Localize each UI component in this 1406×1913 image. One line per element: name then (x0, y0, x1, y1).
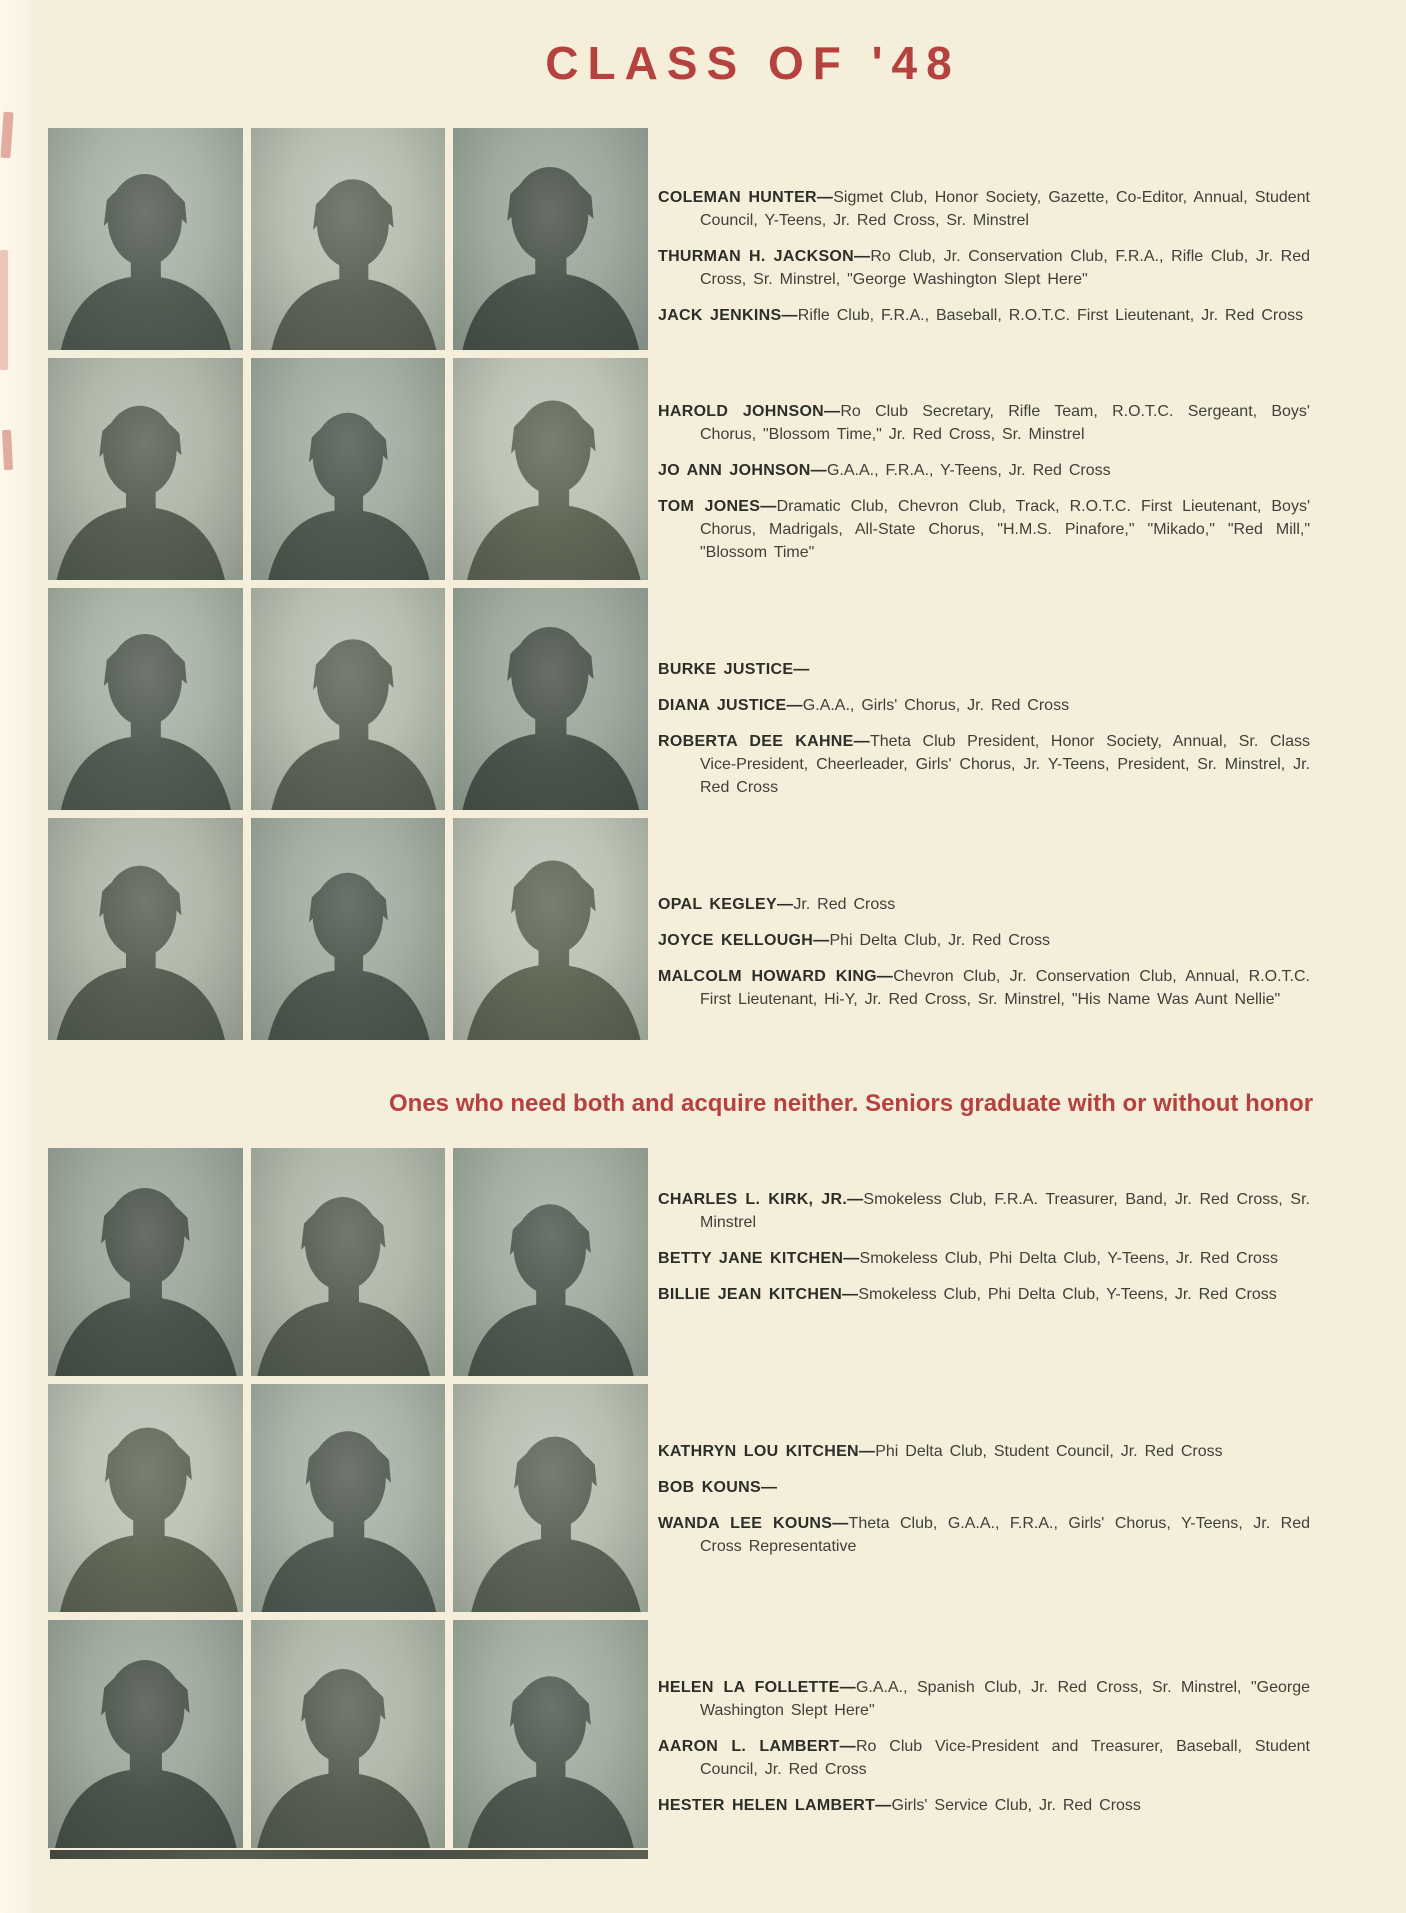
student-activities: Sigmet Club, Honor Society, Gazette, Co-Editor, Annual, Student Council, Y-Teens, Jr. Red Cross, Sr. Minstrel (700, 189, 1310, 229)
student-name: JACK JENKINS— (658, 307, 798, 324)
portrait-photo (48, 128, 243, 350)
portrait-photo (251, 588, 446, 810)
student-activities: Smokeless Club, F.R.A. Treasurer, Band, Jr. Red Cross, Sr. Minstrel (700, 1191, 1310, 1231)
student-entry (658, 658, 1310, 681)
portrait-photo (48, 1384, 243, 1612)
student-entry (658, 929, 1310, 952)
student-entry (658, 730, 1310, 799)
page-title: CLASS OF '48 (545, 37, 961, 89)
photo-print-edge (50, 1850, 648, 1859)
ink-bleed-mark (0, 250, 8, 370)
student-entry (658, 304, 1310, 327)
entries-block-2 (658, 400, 1310, 577)
student-activities: Jr. Red Cross (793, 896, 896, 913)
student-name: MALCOLM HOWARD KING— (658, 968, 894, 985)
entries-block-5 (658, 1188, 1310, 1319)
mid-page-caption: Ones who need both and acquire neither. Seniors graduate with or without honor (389, 1090, 1314, 1117)
portrait-photo (453, 1148, 648, 1376)
portrait-photo (251, 1384, 446, 1612)
student-activities: Rifle Club, F.R.A., Baseball, R.O.T.C. First Lieutenant, Jr. Red Cross (797, 307, 1304, 324)
student-activities: Theta Club, G.A.A., F.R.A., Girls' Chorus, Y-Teens, Jr. Red Cross Representative (700, 1515, 1310, 1555)
student-name: ROBERTA DEE KAHNE— (658, 733, 870, 750)
student-name: WANDA LEE KOUNS— (658, 1515, 849, 1532)
student-name: BETTY JANE KITCHEN— (658, 1250, 860, 1267)
student-activities: Smokeless Club, Phi Delta Club, Y-Teens, Jr. Red Cross (859, 1250, 1278, 1267)
student-entry (658, 400, 1310, 446)
entries-block-7 (658, 1676, 1310, 1830)
student-entry (658, 893, 1310, 916)
entries-block-3 (658, 658, 1310, 812)
portrait-photo (453, 588, 648, 810)
student-entry (658, 1476, 1310, 1499)
student-name: DIANA JUSTICE— (658, 697, 803, 714)
student-entry (658, 1512, 1310, 1558)
student-entry (658, 1676, 1310, 1722)
student-activities: Smokeless Club, Phi Delta Club, Y-Teens, Jr. Red Cross (858, 1286, 1277, 1303)
portrait-photo (48, 1148, 243, 1376)
student-activities: Phi Delta Club, Jr. Red Cross (829, 932, 1051, 949)
portrait-photo (251, 358, 446, 580)
portrait-photo (251, 128, 446, 350)
portrait-photo (453, 1620, 648, 1848)
student-entry (658, 186, 1310, 232)
student-entry (658, 694, 1310, 717)
student-name: JO ANN JOHNSON— (658, 462, 827, 479)
student-name: HESTER HELEN LAMBERT— (658, 1797, 892, 1814)
student-activities: Girls' Service Club, Jr. Red Cross (891, 1797, 1141, 1814)
portrait-photo (251, 1620, 446, 1848)
photo-grid-top (48, 128, 648, 1040)
portrait-photo (453, 818, 648, 1040)
entries-block-6 (658, 1440, 1310, 1571)
student-name: TOM JONES— (658, 498, 777, 515)
student-name: HAROLD JOHNSON— (658, 403, 841, 420)
student-activities: Phi Delta Club, Student Council, Jr. Red Cross (875, 1443, 1223, 1460)
student-name: AARON L. LAMBERT— (658, 1738, 856, 1755)
student-activities: Ro Club Vice-President and Treasurer, Baseball, Student Council, Jr. Red Cross (700, 1738, 1310, 1778)
student-entry (658, 1735, 1310, 1781)
student-name: HELEN LA FOLLETTE— (658, 1679, 856, 1696)
portrait-photo (251, 1148, 446, 1376)
portrait-photo (453, 358, 648, 580)
student-entry (658, 459, 1310, 482)
photo-grid-bottom (48, 1148, 648, 1848)
student-entry (658, 495, 1310, 564)
student-entry (658, 1283, 1310, 1306)
student-activities: G.A.A., F.R.A., Y-Teens, Jr. Red Cross (826, 462, 1111, 479)
student-entry (658, 1440, 1310, 1463)
student-activities: Chevron Club, Jr. Conservation Club, Annual, R.O.T.C. First Lieutenant, Hi-Y, Jr. Red Cross, Sr. Minstrel, "His Name Was Aunt Nellie" (700, 968, 1311, 1008)
student-activities: Ro Club, Jr. Conservation Club, F.R.A., Rifle Club, Jr. Red Cross, Sr. Minstrel, "George Washington Slept Here" (700, 248, 1310, 288)
student-name: JOYCE KELLOUGH— (658, 932, 830, 949)
portrait-photo (453, 128, 648, 350)
portrait-photo (251, 818, 446, 1040)
student-activities: Theta Club President, Honor Society, Annual, Sr. Class Vice-President, Cheerleader, Girls' Chorus, Jr. Y-Teens, President, Sr. Minstrel, Jr. Red Cross (700, 733, 1310, 796)
student-entry (658, 1188, 1310, 1234)
student-name: KATHRYN LOU KITCHEN— (658, 1443, 876, 1460)
portrait-photo (48, 358, 243, 580)
student-name: BURKE JUSTICE— (658, 661, 810, 678)
entries-block-4 (658, 893, 1310, 1024)
student-name: CHARLES L. KIRK, JR.— (658, 1191, 864, 1208)
student-activities: G.A.A., Girls' Chorus, Jr. Red Cross (802, 697, 1070, 714)
student-name: BOB KOUNS— (658, 1479, 778, 1496)
student-name: COLEMAN HUNTER— (658, 189, 834, 206)
student-entry (658, 1247, 1310, 1270)
student-entry (658, 1794, 1310, 1817)
student-entry (658, 245, 1310, 291)
student-activities: G.A.A., Spanish Club, Jr. Red Cross, Sr. Minstrel, "George Washington Slept Here" (700, 1679, 1310, 1719)
student-name: BILLIE JEAN KITCHEN— (658, 1286, 859, 1303)
student-entry (658, 965, 1310, 1011)
portrait-photo (48, 818, 243, 1040)
student-name: OPAL KEGLEY— (658, 896, 794, 913)
student-activities: Ro Club Secretary, Rifle Team, R.O.T.C. Sergeant, Boys' Chorus, "Blossom Time," Jr. Red Cross, Sr. Minstrel (700, 403, 1310, 443)
portrait-photo (48, 1620, 243, 1848)
student-name: THURMAN H. JACKSON— (658, 248, 871, 265)
portrait-photo (48, 588, 243, 810)
portrait-photo (453, 1384, 648, 1612)
student-activities: Dramatic Club, Chevron Club, Track, R.O.T.C. First Lieutenant, Boys' Chorus, Madrigals, All-State Chorus, "H.M.S. Pinafore," "Mikado," "Red Mill," "Blossom Time" (700, 498, 1310, 561)
entries-block-1 (658, 186, 1310, 340)
